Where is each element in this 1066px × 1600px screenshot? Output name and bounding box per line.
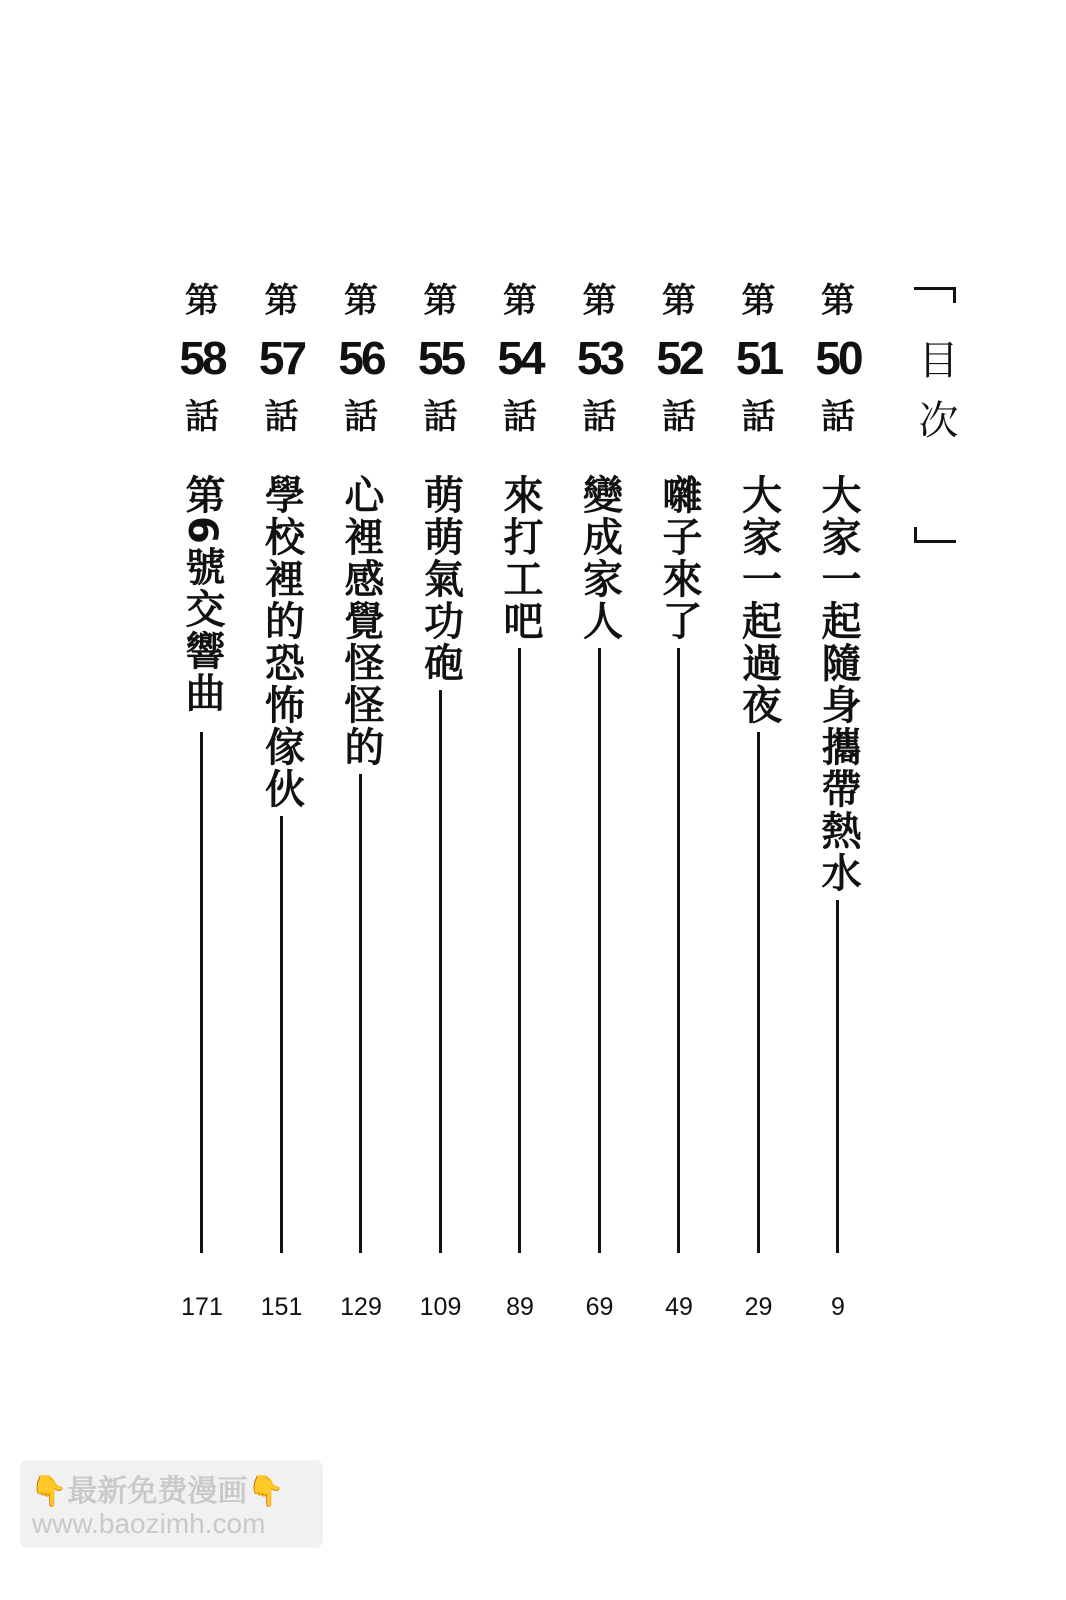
chapter-page-number: 151 [260, 1293, 303, 1321]
chapter-number: 51 [735, 332, 782, 384]
chapter-number: 58 [179, 332, 225, 384]
chapter-prefix: 第 [185, 281, 219, 321]
chapter-entry[interactable] [484, 280, 556, 1325]
chapter-entry[interactable] [643, 280, 715, 1325]
leader-line [439, 690, 442, 1253]
toc-heading [914, 287, 956, 543]
chapter-number: 52 [656, 332, 702, 384]
chapter-page-number: 129 [340, 1293, 382, 1321]
heading-text: 目次 [912, 339, 958, 459]
chapter-number: 56 [338, 332, 384, 384]
chapter-title: 大家一起過夜 [735, 474, 782, 726]
chapter-prefix: 第 [582, 281, 617, 321]
chapter-entry[interactable] [166, 280, 238, 1325]
chapter-suffix: 話 [185, 397, 219, 437]
chapter-page-number: 171 [181, 1293, 223, 1321]
watermark [20, 1460, 323, 1548]
chapter-page-number: 29 [744, 1293, 773, 1321]
chapter-title: 囃子來了 [656, 474, 702, 642]
chapter-title: 第6號交響曲 [179, 474, 225, 714]
chapter-suffix: 話 [662, 397, 696, 437]
chapter-title: 來打工吧 [497, 474, 543, 642]
chapter-title: 大家一起隨身攜帶熱水 [815, 474, 861, 894]
chapter-suffix: 話 [344, 397, 378, 437]
pointing-down-hand-icon: 👇 [247, 1474, 285, 1509]
chapter-title: 心裡感覺怪怪的 [338, 474, 384, 768]
chapter-page-number: 49 [665, 1293, 693, 1321]
chapter-entry[interactable] [325, 280, 397, 1325]
chapter-prefix: 第 [662, 281, 696, 321]
chapter-page-number: 9 [831, 1293, 845, 1321]
chapter-entry[interactable] [723, 280, 795, 1325]
chapter-page-number: 109 [419, 1293, 462, 1321]
chapter-prefix: 第 [821, 281, 855, 321]
chapter-number: 57 [258, 332, 305, 384]
leader-line [359, 774, 362, 1253]
chapter-prefix: 第 [423, 281, 458, 321]
pointing-down-hand-icon: 👇 [30, 1474, 68, 1509]
chapter-prefix: 第 [741, 281, 776, 321]
leader-line [598, 648, 601, 1253]
leader-line [677, 648, 680, 1253]
watermark-line1 [30, 1466, 285, 1510]
chapter-suffix: 話 [264, 397, 299, 437]
leader-line [518, 648, 521, 1253]
chapter-number: 54 [497, 332, 543, 384]
chapter-entry[interactable] [246, 280, 318, 1325]
chapter-entry[interactable] [564, 280, 636, 1325]
heading-bracket-bottom [914, 527, 956, 543]
chapter-number: 53 [576, 332, 623, 384]
chapter-entry[interactable] [802, 280, 874, 1325]
chapter-prefix: 第 [264, 281, 299, 321]
chapter-prefix: 第 [344, 281, 378, 321]
chapter-number: 50 [815, 332, 861, 384]
heading-bracket-top [914, 287, 956, 303]
leader-line [757, 732, 760, 1253]
chapter-suffix: 話 [503, 397, 537, 437]
chapter-suffix: 話 [423, 397, 458, 437]
leader-line [280, 816, 283, 1253]
leader-line [200, 732, 203, 1253]
chapter-title: 萌萌氣功砲 [417, 474, 464, 684]
chapter-page-number: 69 [585, 1293, 614, 1321]
leader-line [836, 900, 839, 1253]
chapter-suffix: 話 [741, 397, 776, 437]
chapter-entry[interactable] [405, 280, 477, 1325]
chapter-title: 變成家人 [576, 474, 623, 642]
chapter-prefix: 第 [503, 281, 537, 321]
chapter-page-number: 89 [506, 1293, 534, 1321]
chapter-suffix: 話 [582, 397, 617, 437]
watermark-url: www.baozimh.com [32, 1508, 266, 1539]
watermark-slogan: 最新免费漫画 [67, 1474, 248, 1509]
chapter-number: 55 [417, 332, 464, 384]
chapter-title: 學校裡的恐怖傢伙 [258, 474, 305, 810]
chapter-suffix: 話 [821, 397, 855, 437]
